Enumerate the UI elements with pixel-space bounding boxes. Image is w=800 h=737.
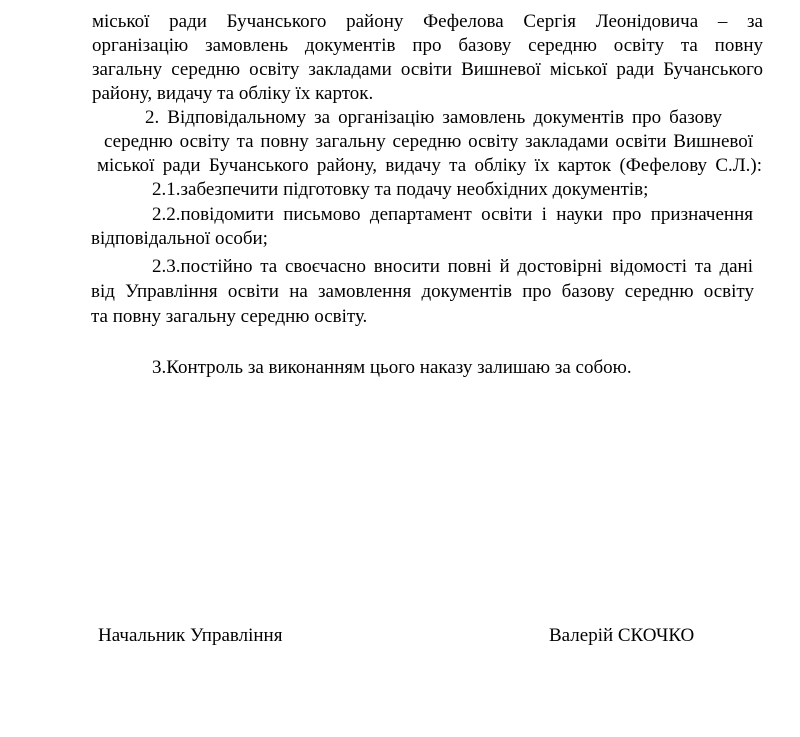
paragraph-1-line-4: району, видачу та обліку їх карток.: [92, 83, 374, 104]
paragraph-1-line-3: загальну середню освіту закладами освіти Вишневої міської ради Бучанського: [92, 59, 763, 80]
paragraph-2-line-1: 2. Відповідальному за організацію замовлень документів про базову: [145, 107, 722, 128]
item-2-1-line-1: 2.1.забезпечити підготовку та подачу необхідних документів;: [152, 179, 649, 200]
signature-position: Начальник Управління: [98, 625, 283, 646]
paragraph-2-line-2: середню освіту та повну загальну середню освіту закладами освіти Вишневої: [104, 131, 753, 152]
signature-name: Валерій СКОЧКО: [549, 625, 695, 646]
item-2-2-line-1: 2.2.повідомити письмово департамент освіти і науки про призначення: [152, 204, 753, 225]
item-3-control: 3.Контроль за виконанням цього наказу залишаю за собою.: [152, 357, 632, 378]
paragraph-1-line-1: міської ради Бучанського району Фефелова Сергія Леонідовича – за: [92, 11, 763, 32]
paragraph-1-line-2: організацію замовлень документів про базову середню освіту та повну: [92, 35, 763, 56]
item-2-3-line-2: від Управління освіти на замовлення документів про базову середню освіту: [91, 281, 754, 302]
item-2-3-line-3: та повну загальну середню освіту.: [91, 306, 368, 327]
item-2-3-line-1: 2.3.постійно та своєчасно вносити повні й достовірні відомості та дані: [152, 256, 753, 277]
paragraph-2-line-3: міської ради Бучанського району, видачу та обліку їх карток (Фефелову С.Л.):: [97, 155, 762, 176]
item-2-2-line-2: відповідальної особи;: [91, 228, 268, 249]
